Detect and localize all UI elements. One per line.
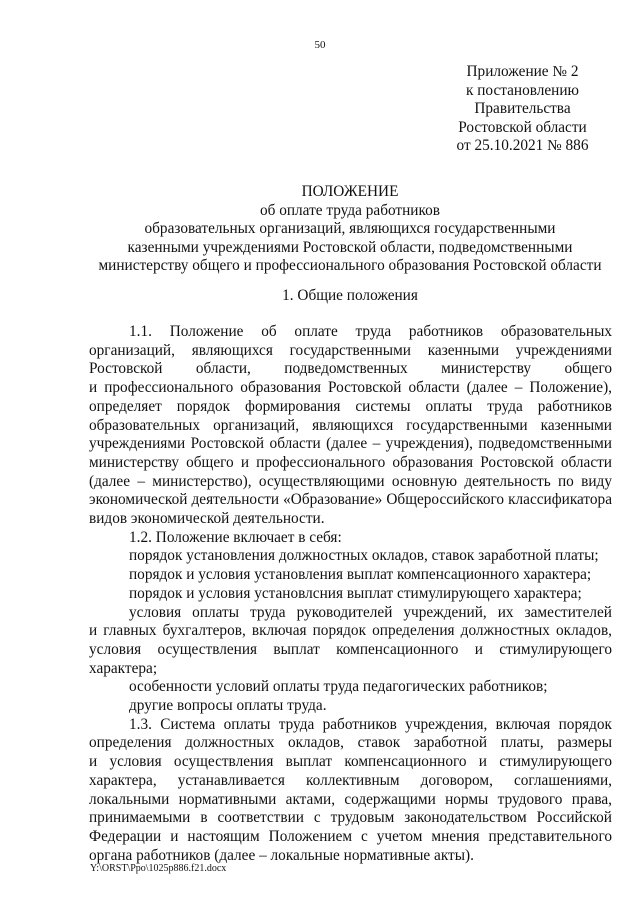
body-line: другие вопросы оплаты труда. [129, 697, 327, 715]
title-heading: ПОЛОЖЕНИЕ [301, 183, 399, 200]
body-line: особенности условий оплаты труда педагогических работников; [129, 678, 548, 696]
body-line: органа работников (далее – локальные нормативные акты). [89, 846, 474, 864]
title-line: министерству общего и профессионального образования Ростовской области [98, 257, 602, 275]
body-line: порядок и условия установления выплат компенсационного характера; [129, 566, 592, 584]
body-line: 1.2. Положение включает в себя: [129, 528, 342, 546]
body-line: 1.3. Система оплаты труда работников учреждения, включая порядок [129, 715, 612, 733]
body-line: Федерации и настоящим Положением с учетом мнения представительного [89, 827, 612, 845]
body-line: условия оплаты труда руководителей учреждений, их заместителей [129, 603, 612, 621]
body-line: определяет порядок формирования системы оплаты труда работников [89, 397, 612, 415]
appendix-line: Приложение № 2 [466, 63, 579, 80]
appendix-line: Ростовской области [458, 118, 587, 136]
body-line: и условия осуществления выплат компенсационного и стимулирующего [89, 753, 612, 771]
body-line: порядок установления должностных окладов, ставок заработной платы; [129, 547, 599, 565]
appendix-line: Правительства [474, 100, 571, 118]
body-line: порядок и условия установлсния выплат стимулирующего характера; [129, 584, 582, 602]
title-line: образовательных организаций, являющихся государственными [144, 220, 556, 238]
appendix-line: от 25.10.2021 № 886 [456, 137, 589, 155]
section-heading: 1. Общие положения [282, 287, 418, 304]
file-path-footer: Y:\ORST\Ppo\1025p886.f21.docx [90, 863, 227, 874]
appendix-block [440, 63, 605, 156]
body-line: характера, устанавливается коллективным договором, соглашениями, [89, 771, 612, 789]
body-line: экономической деятельности «Образование» Общероссийского классификатора [89, 491, 612, 509]
body-line: 1.1. Положение об оплате труда работников образовательных [129, 323, 612, 340]
title-line: казенными учреждениями Ростовской области, подведомственными [127, 238, 573, 256]
body-line: (далее – министерство), осуществляющими основную деятельность по виду [89, 472, 612, 490]
body-line: организаций, являющихся государственными казенными учреждениями [89, 341, 612, 359]
body-line: и профессионального образования Ростовской области (далее – Положение), [89, 379, 612, 397]
body-line: принимаемыми в соответствии с трудовым законодательством Российской [89, 809, 612, 827]
body-line: и главных бухгалтеров, включая порядок определения должностных окладов, [89, 622, 612, 640]
document-body [89, 323, 612, 865]
body-line: образовательных организаций, являющихся государственными казенными [89, 416, 612, 434]
body-line: локальными нормативными актами, содержащими нормы трудового права, [89, 790, 612, 808]
appendix-line: к постановлению [465, 81, 579, 99]
body-line: учреждениями Ростовской области (далее – учреждения), подведомственными [89, 435, 612, 453]
title-line: об оплате труда работников [259, 201, 441, 219]
body-line: министерству общего и профессионального образования Ростовской области [89, 453, 612, 471]
page-number: 50 [314, 39, 326, 51]
body-line: Ростовской области, подведомственных министерству общего [89, 360, 612, 378]
body-line: характера; [89, 659, 158, 677]
body-line: определения должностных окладов, ставок заработной платы, размеры [89, 734, 612, 752]
document-title [60, 183, 640, 276]
body-line: условия осуществления выплат компенсационного и стимулирующего [89, 640, 612, 658]
body-line: видов экономической деятельности. [89, 510, 325, 528]
